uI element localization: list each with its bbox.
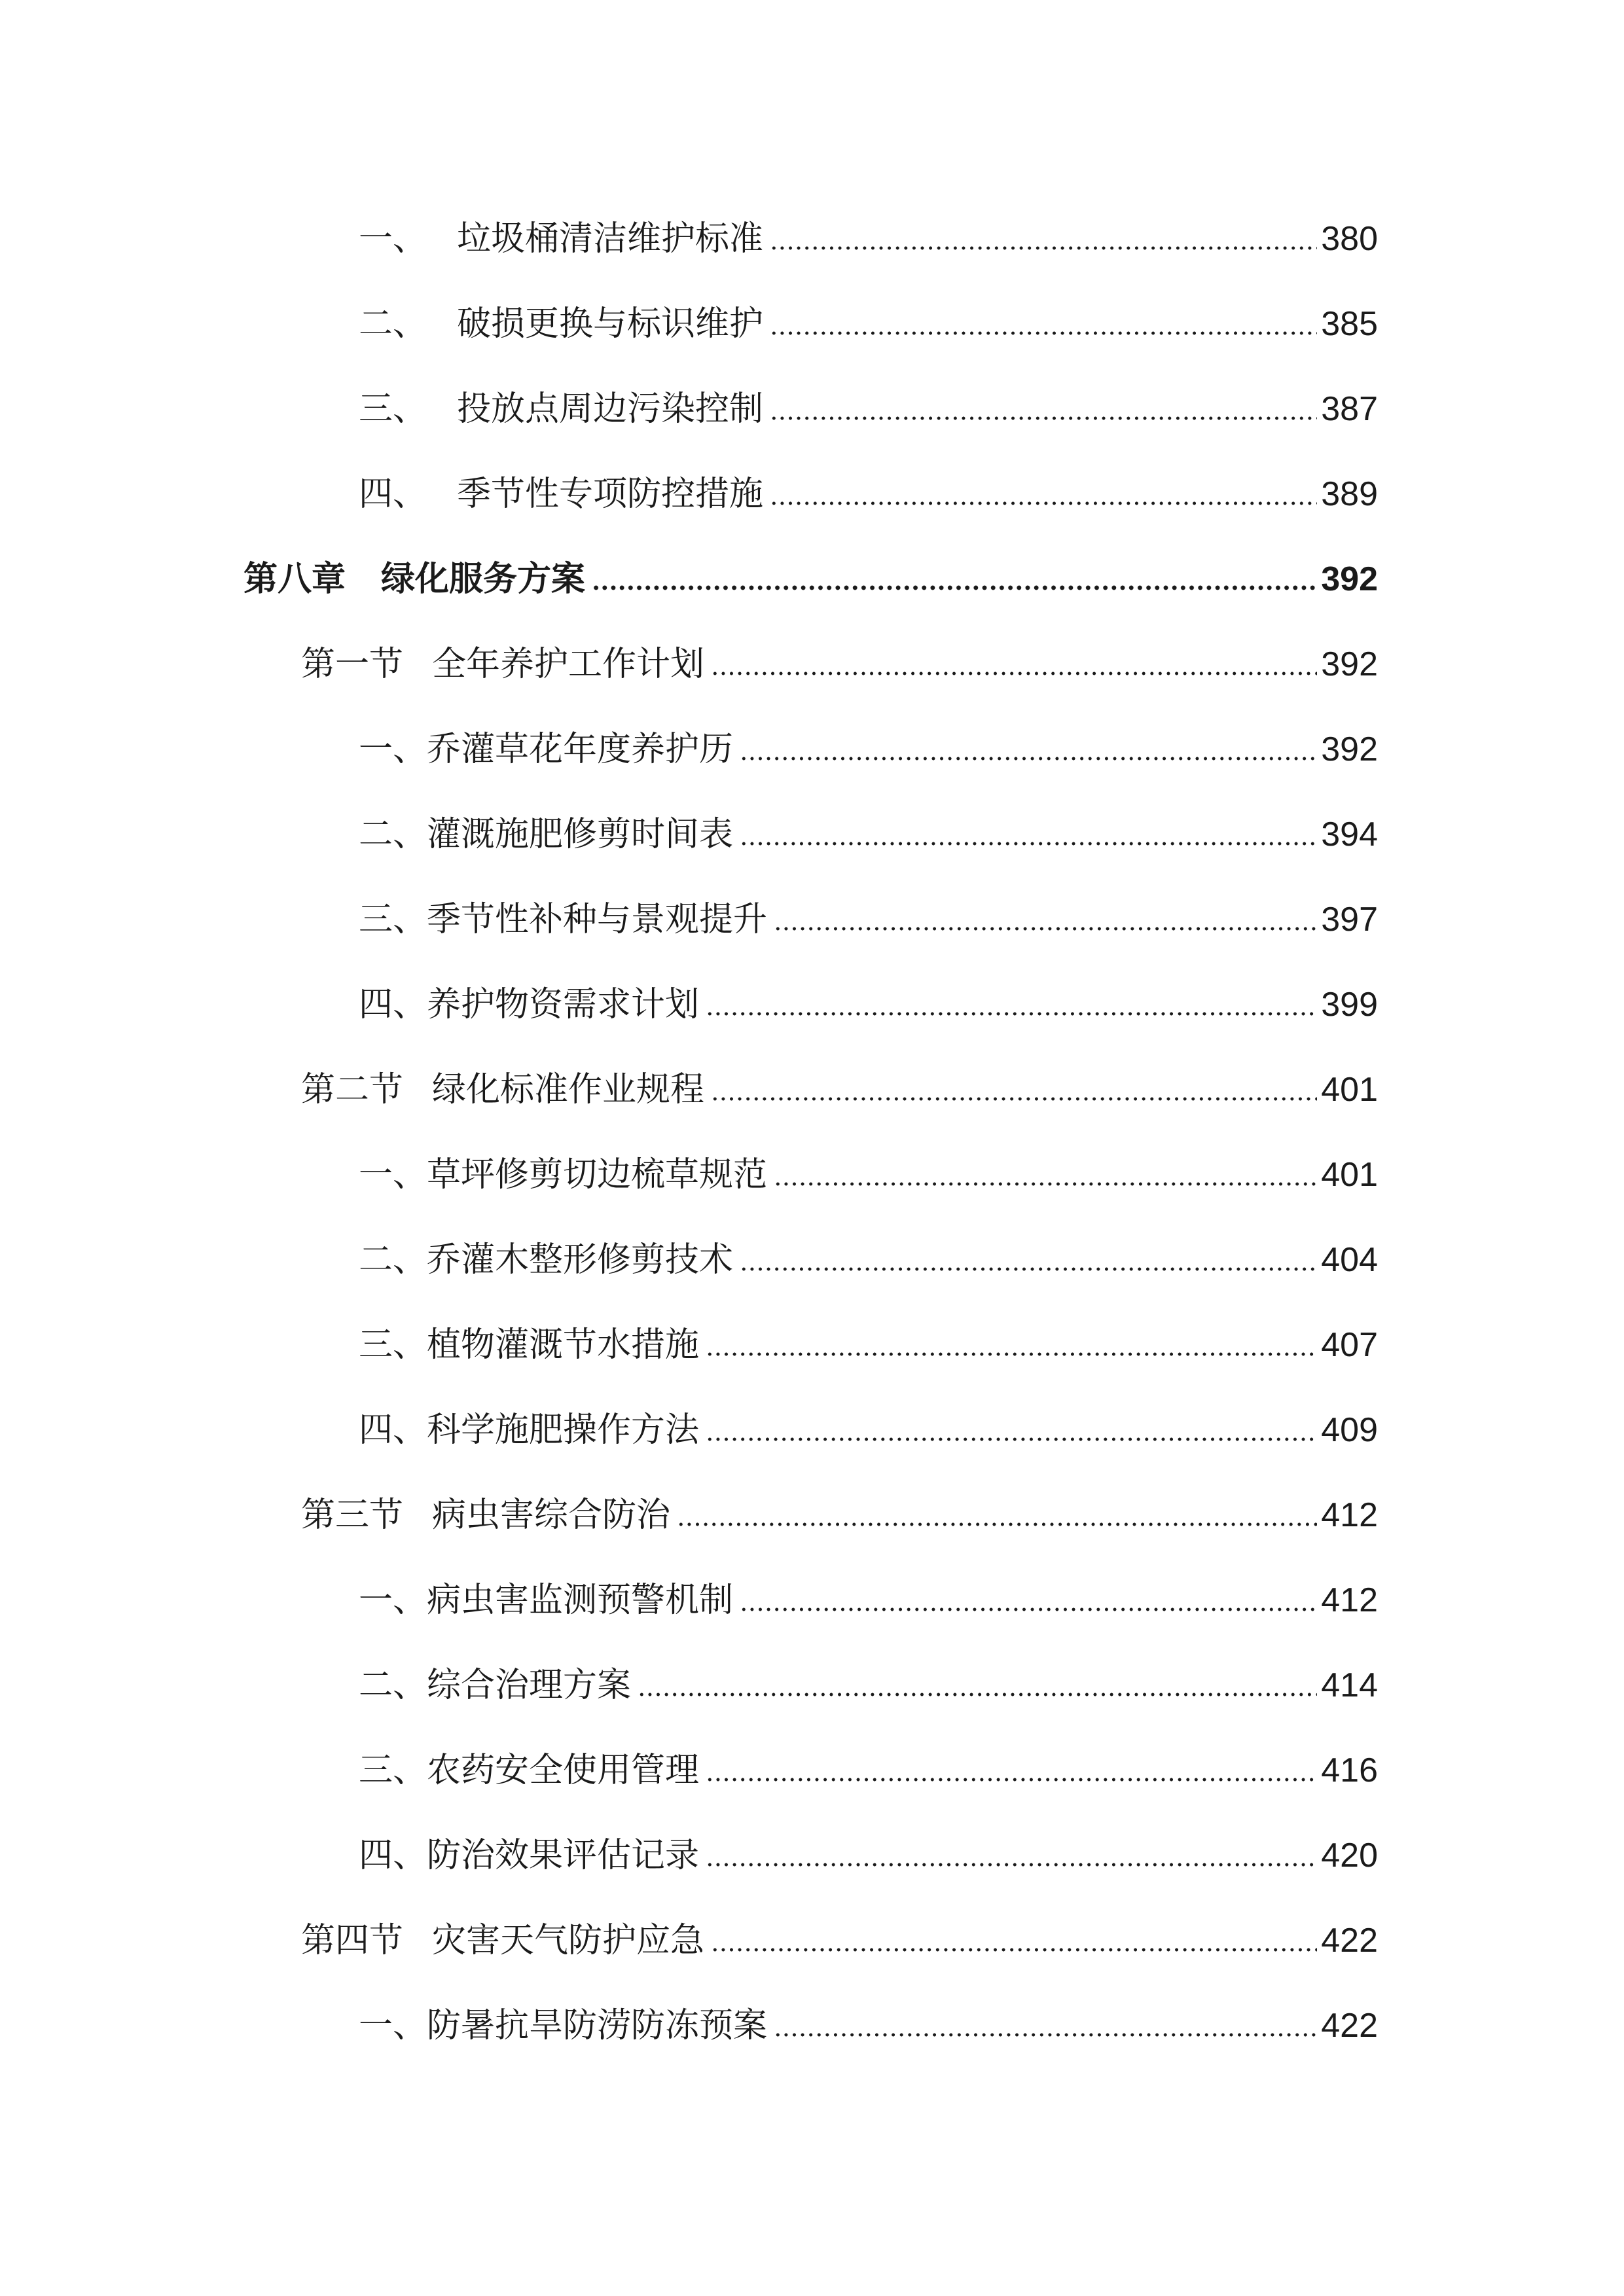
dot-leader (770, 401, 1317, 420)
toc-entry-title: 季节性补种与景观提升 (427, 900, 768, 939)
toc-entry-page: 401 (1321, 1156, 1378, 1194)
toc-entry-title: 病虫害综合防治 (432, 1496, 671, 1535)
toc-row[interactable] (0, 1571, 1624, 1630)
toc-entry-title: 乔灌草花年度养护历 (427, 730, 734, 769)
toc-row[interactable] (0, 550, 1624, 609)
toc-entry[interactable] (359, 1401, 1378, 1460)
toc-entry[interactable] (359, 1230, 1378, 1289)
toc-entry-page: 422 (1321, 1922, 1378, 1960)
toc-entry[interactable] (359, 890, 1378, 949)
toc-entry-title: 防暑抗旱防涝防冻预案 (427, 2006, 768, 2045)
toc-entry-title: 防治效果评估记录 (427, 1836, 700, 1875)
toc-entry[interactable] (359, 805, 1378, 864)
toc-entry-page: 399 (1321, 986, 1378, 1024)
toc-entry-number: 第四节 (301, 1921, 404, 1960)
dot-leader (774, 1166, 1317, 1186)
toc-entry-page: 414 (1321, 1666, 1378, 1704)
dot-leader (706, 1762, 1317, 1782)
toc-entry-title: 植物灌溉节水措施 (427, 1325, 700, 1365)
toc-chapter-entry[interactable] (244, 550, 1378, 609)
toc-row[interactable] (0, 465, 1624, 524)
toc-entry-number: 四、 (359, 985, 427, 1024)
toc-row[interactable] (0, 1060, 1624, 1119)
toc-row[interactable] (0, 1230, 1624, 1289)
toc-entry[interactable] (359, 1316, 1378, 1374)
toc-row[interactable] (0, 1316, 1624, 1374)
dot-leader (740, 1592, 1317, 1611)
toc-entry[interactable] (359, 975, 1378, 1034)
toc-entry-number: 第一节 (301, 645, 404, 684)
dot-leader (677, 1507, 1317, 1526)
toc-row[interactable] (0, 720, 1624, 779)
dot-leader (774, 911, 1317, 931)
dot-leader (711, 656, 1317, 675)
dot-leader (711, 1081, 1317, 1101)
toc-entry-number: 四、 (359, 1836, 427, 1875)
toc-entry[interactable] (359, 1145, 1378, 1204)
toc-entry-page: 397 (1321, 901, 1378, 939)
toc-row[interactable] (0, 1911, 1624, 1970)
toc-entry-title: 破损更换与标识维护 (457, 304, 764, 344)
dot-leader (770, 315, 1317, 335)
toc-entry-page: 392 (1321, 645, 1378, 683)
toc-entry-number: 四、 (359, 475, 427, 514)
toc-entry-number: 一、 (359, 219, 427, 259)
toc-entry-number: 二、 (359, 304, 427, 344)
toc-entry-page: 412 (1321, 1496, 1378, 1534)
dot-leader (711, 1932, 1317, 1952)
toc-entry-number: 第八章 (244, 560, 346, 599)
toc-entry-page: 385 (1321, 305, 1378, 343)
toc-entry-number: 三、 (359, 1325, 427, 1365)
toc-entry-title: 季节性专项防控措施 (457, 475, 764, 514)
toc-section-entry[interactable] (301, 1911, 1378, 1970)
toc-entry-number: 三、 (359, 900, 427, 939)
toc-entry[interactable] (359, 1996, 1378, 2055)
toc-entry-number: 一、 (359, 730, 427, 769)
toc-entry-title: 灌溉施肥修剪时间表 (427, 815, 734, 854)
toc-entry[interactable] (359, 380, 1378, 439)
toc-entry-title: 养护物资需求计划 (427, 985, 700, 1024)
toc-entry-page: 392 (1321, 560, 1378, 598)
toc-entry[interactable] (359, 1741, 1378, 1800)
toc-entry[interactable] (359, 720, 1378, 779)
dot-leader (740, 826, 1317, 846)
toc-entry-page: 407 (1321, 1326, 1378, 1364)
toc-entry[interactable] (359, 1656, 1378, 1715)
toc-entry-page: 412 (1321, 1581, 1378, 1619)
toc-section-entry[interactable] (301, 1060, 1378, 1119)
toc-entry-title: 草坪修剪切边梳草规范 (427, 1155, 768, 1194)
toc-entry[interactable] (359, 465, 1378, 524)
toc-entry-number: 一、 (359, 1155, 427, 1194)
dot-leader (740, 1251, 1317, 1271)
toc-row[interactable] (0, 805, 1624, 864)
toc-entry-title: 全年养护工作计划 (432, 645, 705, 684)
dot-leader (706, 1336, 1317, 1356)
toc-entry-title: 乔灌木整形修剪技术 (427, 1240, 734, 1280)
toc-row[interactable] (0, 1656, 1624, 1715)
toc-entry-number: 第三节 (301, 1496, 404, 1535)
toc-row[interactable] (0, 1826, 1624, 1885)
dot-leader (592, 571, 1317, 590)
toc-entry[interactable] (359, 1571, 1378, 1630)
toc-entry-title: 农药安全使用管理 (427, 1751, 700, 1790)
dot-leader (638, 1677, 1317, 1696)
toc-entry-number: 第二节 (301, 1070, 404, 1109)
toc-entry-page: 404 (1321, 1241, 1378, 1279)
toc-entry-title: 综合治理方案 (427, 1666, 632, 1705)
dot-leader (770, 486, 1317, 505)
toc-entry-number: 一、 (359, 1581, 427, 1620)
toc-entry-number: 一、 (359, 2006, 427, 2045)
toc-entry-number: 二、 (359, 815, 427, 854)
toc-entry[interactable] (359, 1826, 1378, 1885)
toc-entry-title: 病虫害监测预警机制 (427, 1581, 734, 1620)
toc-entry-title: 垃圾桶清洁维护标准 (457, 219, 764, 259)
toc-entry-number: 三、 (359, 389, 427, 429)
dot-leader (706, 1847, 1317, 1867)
toc-entry[interactable] (359, 209, 1378, 268)
toc-section-entry[interactable] (301, 1486, 1378, 1545)
toc-entry-title: 投放点周边污染控制 (457, 389, 764, 429)
toc-section-entry[interactable] (301, 635, 1378, 694)
toc-entry-page: 416 (1321, 1751, 1378, 1789)
toc-entry-title: 绿化服务方案 (381, 560, 586, 599)
toc-entry-number: 二、 (359, 1666, 427, 1705)
dot-leader (740, 741, 1317, 761)
toc-entry-number: 二、 (359, 1240, 427, 1280)
toc-entry-page: 394 (1321, 816, 1378, 853)
toc-row[interactable] (0, 1145, 1624, 1204)
toc-entry-title: 灾害天气防护应急 (432, 1921, 705, 1960)
toc-entry-page: 380 (1321, 220, 1378, 258)
toc-entry-page: 420 (1321, 1837, 1378, 1874)
dot-leader (774, 2017, 1317, 2037)
dot-leader (706, 996, 1317, 1016)
toc-row[interactable] (0, 380, 1624, 439)
toc-row[interactable] (0, 975, 1624, 1034)
toc-entry-number: 四、 (359, 1410, 427, 1450)
toc-row[interactable] (0, 295, 1624, 353)
toc-entry-page: 387 (1321, 390, 1378, 428)
toc-row[interactable] (0, 209, 1624, 268)
toc-entry[interactable] (359, 295, 1378, 353)
dot-leader (770, 230, 1317, 250)
toc-entry-title: 科学施肥操作方法 (427, 1410, 700, 1450)
toc-row[interactable] (0, 1486, 1624, 1545)
toc-entry-page: 422 (1321, 2007, 1378, 2045)
toc-row[interactable] (0, 1741, 1624, 1800)
toc-row[interactable] (0, 1996, 1624, 2055)
toc-row[interactable] (0, 890, 1624, 949)
toc-entry-number: 三、 (359, 1751, 427, 1790)
dot-leader (706, 1422, 1317, 1441)
toc-entry-page: 389 (1321, 475, 1378, 513)
toc-entry-page: 409 (1321, 1411, 1378, 1449)
toc-row[interactable] (0, 635, 1624, 694)
toc-entry-page: 392 (1321, 730, 1378, 768)
toc-entry-page: 401 (1321, 1071, 1378, 1109)
toc-row[interactable] (0, 1401, 1624, 1460)
toc-entry-title: 绿化标准作业规程 (432, 1070, 705, 1109)
